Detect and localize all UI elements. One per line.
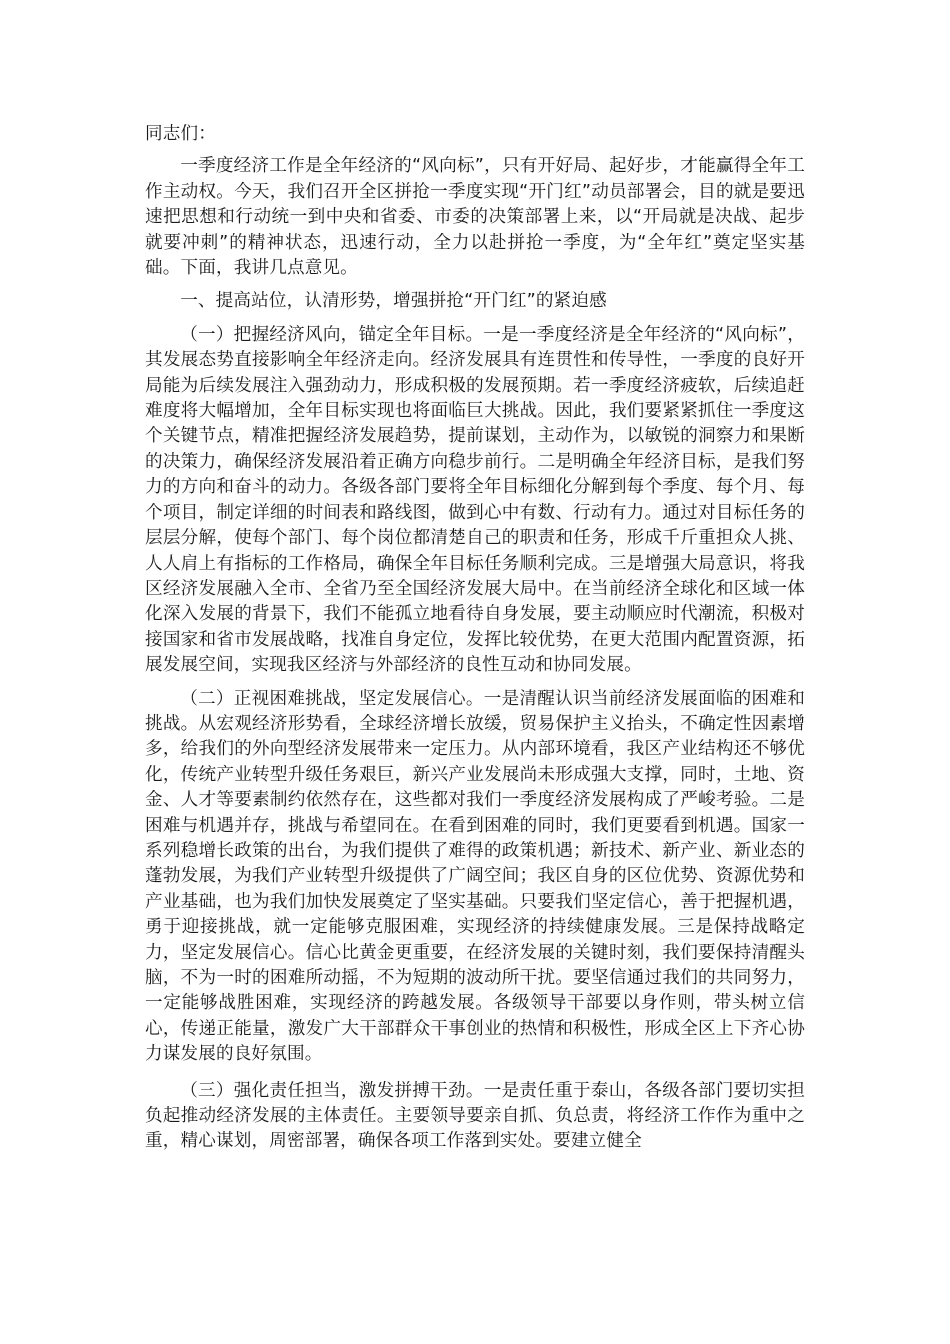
body-paragraph: （二）正视困难挑战，坚定发展信心。一是清醒认识当前经济发展面临的困难和挑战。从宏观经济形势看，全球经济增长放缓，贸易保护主义抬头，不确定性因素增多，给我们的外向型经济发展带来一定压力。从内部环境看，我区产业结构还不够优化，传统产业转型升级任务艰巨，新兴产业发展尚未形成强大支撑，同时，土地、资金、人才等要素制约依然存在，这些都对我们一季度经济发展构成了严峻考验。二是困难与机遇并存，挑战与希望同在。在看到困难的同时，我们更要看到机遇。国家一系列稳增长政策的出台，为我们提供了难得的政策机遇；新技术、新产业、新业态的蓬勃发展，为我们产业转型升级提供了广阔空间；我区自身的区位优势、资源优势和产业基础，也为我们加快发展奠定了坚实基础。只要我们坚定信心，善于把握机遇，勇于迎接挑战，就一定能够克服困难，实现经济的持续健康发展。三是保持战略定力，坚定发展信心。信心比黄金更重要，在经济发展的关键时刻，我们要保持清醒头脑，不为一时的困难所动摇，不为短期的波动所干扰。要坚信通过我们的共同努力，一定能够战胜困难，实现经济的跨越发展。各级领导干部要以身作则，带头树立信心，传递正能量，激发广大干部群众干事创业的热情和积极性，形成全区上下齐心协力谋发展的良好氛围。 [145, 688, 805, 1065]
intro-paragraph: 一季度经济工作是全年经济的“风向标”，只有开好局、起好步，才能赢得全年工作主动权。今天，我们召开全区拼抢一季度实现“开门红”动员部署会，目的就是要迅速把思想和行动统一到中央和省委、市委的决策部署上来，以“开局就是决战、起步就要冲刺”的精神状态，迅速行动，全力以赴拼抢一季度，为“全年红”奠定坚实基础。下面，我讲几点意见。 [145, 156, 805, 279]
body-paragraph: （三）强化责任担当，激发拼搏干劲。一是责任重于泰山，各级各部门要切实担负起推动经济发展的主体责任。主要领导要亲自抓、负总责，将经济工作作为重中之重，精心谋划，周密部署，确保各项工作落到实处。要建立健全 [145, 1080, 805, 1152]
document-page [145, 122, 805, 1155]
section-heading: 一、提高站位，认清形势，增强拼抢“开门红”的紧迫感 [180, 291, 607, 312]
body-paragraph: （一）把握经济风向，锚定全年目标。一是一季度经济是全年经济的“风向标”，其发展态势直接影响全年经济走向。经济发展具有连贯性和传导性，一季度的良好开局能为后续发展注入强劲动力，形成积极的发展预期。若一季度经济疲软，后续追赶难度将大幅增加，全年目标实现也将面临巨大挑战。因此，我们要紧紧抓住一季度这个关键节点，精准把握经济发展趋势，提前谋划，主动作为，以敏锐的洞察力和果断的决策力，确保经济发展沿着正确方向稳步前行。二是明确全年经济目标，是我们努力的方向和奋斗的动力。各级各部门要将全年目标细化分解到每个季度、每个月、每个项目，制定详细的时间表和路线图，做到心中有数、行动有力。通过对目标任务的层层分解，使每个部门、每个岗位都清楚自己的职责和任务，形成千斤重担众人挑、人人肩上有指标的工作格局，确保全年目标任务顺利完成。三是增强大局意识，将我区经济发展融入全市、全省乃至全国经济发展大局中。在当前经济全球化和区域一体化深入发展的背景下，我们不能孤立地看待自身发展，要主动顺应时代潮流，积极对接国家和省市发展战略，找准自身定位，发挥比较优势，在更大范围内配置资源，拓展发展空间，实现我区经济与外部经济的良性互动和协同发展。 [145, 324, 805, 676]
salutation: 同志们： [145, 124, 216, 144]
